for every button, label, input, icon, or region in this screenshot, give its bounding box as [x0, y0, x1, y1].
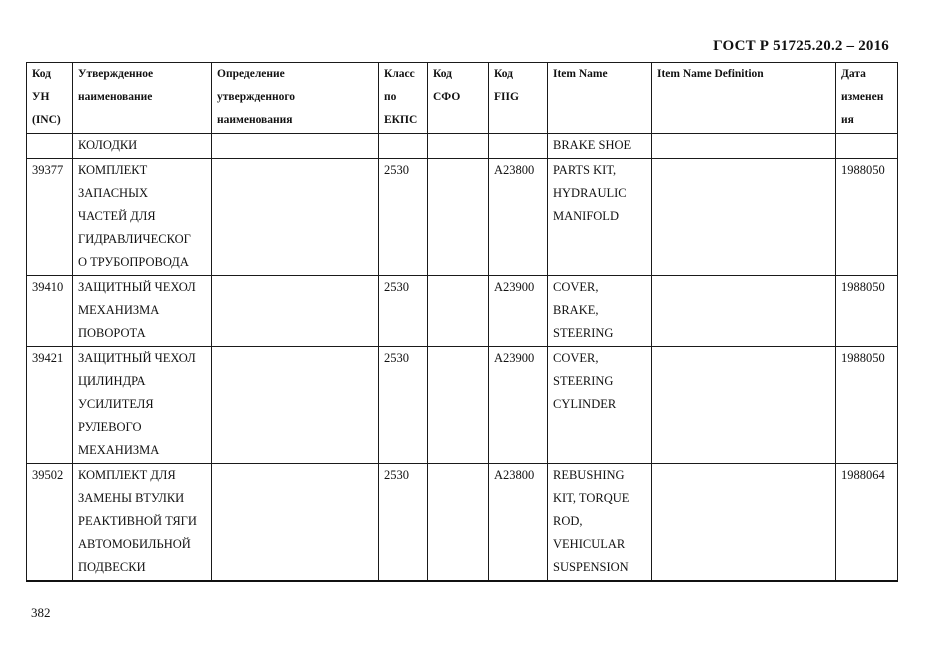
cell-definition: [212, 276, 379, 347]
cell-change-date: 1988064: [836, 464, 898, 582]
header-line: УН: [32, 91, 50, 103]
header-definition: [212, 63, 379, 134]
cell-line: КОМПЛЕКТ ДЛЯ: [78, 468, 176, 482]
cell-approved-name: [73, 159, 212, 276]
cell-definition: [212, 134, 379, 159]
cell-line: MANIFOLD: [553, 209, 619, 223]
cell-line: COVER,: [553, 280, 599, 294]
header-line: ЕКПС: [384, 114, 418, 126]
cell-class: [379, 134, 428, 159]
cell-definition: [212, 347, 379, 464]
header-line: утвержденного: [217, 91, 296, 103]
cell-item-name: [548, 134, 652, 159]
cell-item-name-definition: [652, 276, 836, 347]
cell-item-name-definition: [652, 159, 836, 276]
cell-line: REBUSHING: [553, 468, 625, 482]
cell-class: 2530: [379, 276, 428, 347]
header-line: Дата: [841, 68, 866, 80]
header-item-name: [548, 63, 652, 134]
cell-line: ЗАЩИТНЫЙ ЧЕХОЛ: [78, 351, 196, 365]
cell-sfo-code: [428, 159, 489, 276]
header-approved-name: [73, 63, 212, 134]
header-line: FIIG: [494, 91, 519, 103]
cell-item-name-definition: [652, 134, 836, 159]
page-number: 382: [31, 605, 51, 620]
cell-line: РУЛЕВОГО: [78, 420, 142, 434]
cell-code: 39421: [27, 347, 73, 464]
header-line: СФО: [433, 91, 461, 103]
cell-approved-name: [73, 464, 212, 582]
cell-line: КОМПЛЕКТ: [78, 163, 148, 177]
header-line: Item Name Definition: [657, 68, 764, 80]
header-code-un: [27, 63, 73, 134]
cell-sfo-code: [428, 134, 489, 159]
cell-fiig-code: A23800: [489, 464, 548, 582]
header-line: Определение: [217, 68, 285, 80]
cell-line: МЕХАНИЗМА: [78, 443, 160, 457]
header-line: ия: [841, 114, 854, 126]
cell-line: ГИДРАВЛИЧЕСКОГ: [78, 232, 191, 246]
table-row: [27, 464, 898, 582]
cell-line: KIT, TORQUE: [553, 491, 630, 505]
cell-change-date: 1988050: [836, 347, 898, 464]
header-item-name-definition: [652, 63, 836, 134]
cell-item-name: [548, 276, 652, 347]
header-line: Код: [433, 68, 453, 80]
cell-line: АВТОМОБИЛЬНОЙ: [78, 537, 191, 551]
table-body: [27, 134, 898, 582]
cell-line: VEHICULAR: [553, 537, 626, 551]
cell-change-date: 1988050: [836, 159, 898, 276]
header-line: наименования: [217, 114, 293, 126]
cell-change-date: 1988050: [836, 276, 898, 347]
cell-change-date: [836, 134, 898, 159]
cell-fiig-code: [489, 134, 548, 159]
cell-class: 2530: [379, 464, 428, 582]
cell-line: PARTS KIT,: [553, 163, 617, 177]
cell-approved-name: [73, 134, 212, 159]
cell-item-name-definition: [652, 347, 836, 464]
header-sfo-code: [428, 63, 489, 134]
header-line: Код: [32, 68, 52, 80]
header-line: Код: [494, 68, 514, 80]
cell-item-name: [548, 347, 652, 464]
cell-line: CYLINDER: [553, 397, 617, 411]
cell-code: 39502: [27, 464, 73, 582]
header-line: (INC): [32, 114, 61, 126]
cell-line: SUSPENSION: [553, 560, 629, 574]
cell-sfo-code: [428, 464, 489, 582]
cell-line: ЗАМЕНЫ ВТУЛКИ: [78, 491, 185, 505]
cell-code: 39377: [27, 159, 73, 276]
cell-line: COVER,: [553, 351, 599, 365]
cell-line: HYDRAULIC: [553, 186, 627, 200]
cell-approved-name: [73, 347, 212, 464]
cell-line: ROD,: [553, 514, 583, 528]
cell-line: ПОВОРОТА: [78, 326, 146, 340]
cell-approved-name: [73, 276, 212, 347]
cell-sfo-code: [428, 276, 489, 347]
cell-line: ЗАПАСНЫХ: [78, 186, 149, 200]
cell-line: УСИЛИТЕЛЯ: [78, 397, 154, 411]
cell-line: РЕАКТИВНОЙ ТЯГИ: [78, 514, 197, 528]
cell-fiig-code: A23900: [489, 347, 548, 464]
cell-line: ЧАСТЕЙ ДЛЯ: [78, 209, 156, 223]
cell-fiig-code: A23900: [489, 276, 548, 347]
header-fiig-code: [489, 63, 548, 134]
header-line: наименование: [78, 91, 153, 103]
cell-line: STEERING: [553, 326, 614, 340]
table-row: [27, 347, 898, 464]
document-title: ГОСТ Р 51725.20.2 – 2016: [713, 38, 889, 54]
cell-sfo-code: [428, 347, 489, 464]
table-row: [27, 276, 898, 347]
cell-item-name: [548, 464, 652, 582]
header-line: Класс: [384, 68, 415, 80]
header-line: по: [384, 91, 397, 103]
cell-line: BRAKE,: [553, 303, 599, 317]
table-row: [27, 159, 898, 276]
table-row: [27, 134, 898, 159]
header-change-date: [836, 63, 898, 134]
header-class: [379, 63, 428, 134]
cell-line: ЗАЩИТНЫЙ ЧЕХОЛ: [78, 280, 196, 294]
cell-line: ЦИЛИНДРА: [78, 374, 146, 388]
header-line: Item Name: [553, 68, 608, 80]
registry-table: [26, 62, 898, 582]
header-line: изменен: [841, 91, 884, 103]
cell-line: МЕХАНИЗМА: [78, 303, 160, 317]
cell-line: О ТРУБОПРОВОДА: [78, 255, 189, 269]
cell-class: 2530: [379, 159, 428, 276]
cell-line: STEERING: [553, 374, 614, 388]
cell-definition: [212, 464, 379, 582]
cell-line: КОЛОДКИ: [78, 138, 138, 152]
cell-code: 39410: [27, 276, 73, 347]
header-line: Утвержденное: [78, 68, 154, 80]
cell-line: ПОДВЕСКИ: [78, 560, 146, 574]
table-header-row: [27, 63, 898, 134]
cell-class: 2530: [379, 347, 428, 464]
cell-item-name-definition: [652, 464, 836, 582]
cell-definition: [212, 159, 379, 276]
cell-item-name: [548, 159, 652, 276]
cell-line: BRAKE SHOE: [553, 138, 632, 152]
cell-code: [27, 134, 73, 159]
cell-fiig-code: A23800: [489, 159, 548, 276]
